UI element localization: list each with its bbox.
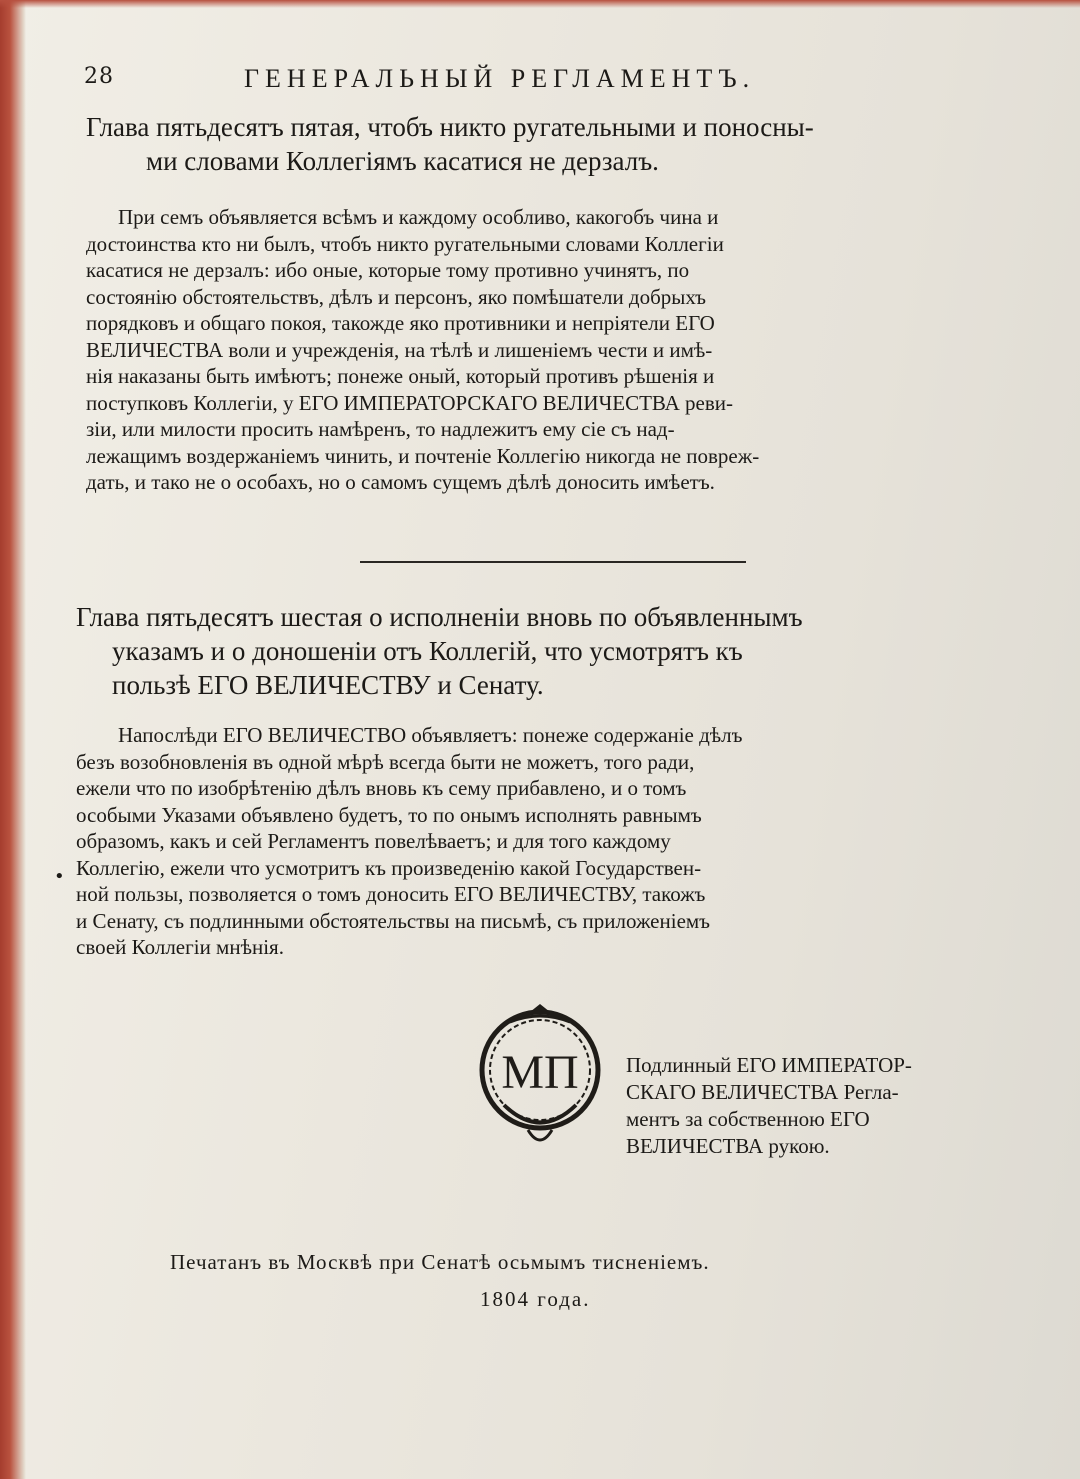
body-line: и Сенату, съ подлинными обстоятельствы на письмѣ, съ приложенiемъ: [76, 908, 711, 933]
running-header: [84, 64, 864, 98]
imprint-line: Печатанъ въ Москвѣ при Сенатѣ осьмымъ тисненiемъ.: [170, 1250, 710, 1274]
heading-line: указамъ и о доношенiи отъ Коллегiй, что усмотрятъ къ: [112, 636, 743, 666]
caption-line: СКАГО ВЕЛИЧЕСТВА Регла-: [626, 1080, 899, 1104]
chapter-56-body: [76, 722, 743, 961]
heading-line: Глава пятьдесятъ пятая, чтобъ никто ругательными и поносны-: [86, 112, 814, 142]
caption-line: ВЕЛИЧЕСТВА рукою.: [626, 1134, 830, 1158]
body-line: порядковъ и общаго покоя, такожде яко противники и непрiятели ЕГО: [86, 311, 715, 335]
body-line: состоянiю обстоятельствъ, дѣлъ и персонъ, яко помѣшатели добрыхъ: [86, 284, 706, 309]
section-divider: [360, 561, 746, 563]
body-line: поступковъ Коллегiи, у ЕГО ИМПЕРАТОРСКАГО ВЕЛИЧЕСТВА реви-: [86, 390, 733, 415]
caption-line: ментъ за собственною ЕГО: [626, 1107, 870, 1131]
page-edge-top: [0, 0, 1080, 8]
heading-line: Глава пятьдесятъ шестая о исполненiи вновь по объявленнымъ: [76, 602, 803, 632]
body-line: образомъ, какъ и сей Регламентъ повелѣваетъ; и для того каждому: [76, 829, 671, 853]
body-line: лежащимъ воздержанiемъ чинить, и почтенiе Коллегiю никогда не повреж-: [86, 443, 760, 468]
page-number: 28: [84, 64, 114, 89]
margin-mark: •: [54, 866, 65, 887]
body-line: своей Коллегiи мнѣнiя.: [76, 935, 284, 959]
chapter-55-body: [86, 204, 759, 496]
caption-line: Подлинный ЕГО ИМПЕРАТОР-: [626, 1053, 912, 1077]
page-edge-left: [0, 0, 26, 1479]
body-line: безъ возобновленiя въ одной мѣрѣ всегда быти не можетъ, того ради,: [76, 749, 695, 774]
body-line: зiи, или милости просить намѣренъ, то надлежитъ ему сiе съ над-: [86, 417, 675, 441]
seal-monogram: МП: [501, 1046, 579, 1099]
chapter-56-heading: [76, 600, 803, 702]
body-line: ной пользы, позволяется о томъ доносить ЕГО ВЕЛИЧЕСТВУ, такожъ: [76, 882, 706, 906]
body-line: ежели что по изобрѣтенiю дѣлъ вновь къ сему прибавлено, и о томъ: [76, 776, 687, 800]
monogram-seal-icon: [470, 990, 610, 1160]
heading-line: пользѣ ЕГО ВЕЛИЧЕСТВУ и Сенату.: [112, 670, 544, 700]
body-line: дать, и тако не о особахъ, но о самомъ сущемъ дѣлѣ доносить имѣетъ.: [86, 470, 715, 494]
body-line: достоинства кто ни былъ, чтобъ никто ругательными словами Коллегiи: [86, 231, 724, 256]
body-line: Коллегiю, ежели что усмотритъ къ произведенiю какой Государствен-: [76, 855, 702, 880]
body-line: особыми Указами объявлено будетъ, то по онымъ исполнять равнымъ: [76, 802, 702, 827]
imprint-year: 1804 года.: [480, 1287, 591, 1311]
chapter-55-heading: [86, 110, 814, 178]
seal-caption: [626, 1052, 912, 1160]
body-line: При семъ объявляется всѣмъ и каждому особливо, какогобъ чина и: [118, 205, 719, 229]
running-title: ГЕНЕРАЛЬНЫЙ РЕГЛАМЕНТЪ.: [244, 64, 756, 93]
body-line: Напослѣди ЕГО ВЕЛИЧЕСТВО объявляетъ: понеже содержанiе дѣлъ: [118, 723, 743, 747]
body-line: нiя наказаны быть имѣютъ; понеже оный, который противъ рѣшенiя и: [86, 364, 715, 388]
body-line: ВЕЛИЧЕСТВА воли и учрежденiя, на тѣлѣ и лишенiемъ чести и имѣ-: [86, 337, 713, 362]
heading-line: ми словами Коллегiямъ касатися не дерзалъ.: [146, 146, 659, 176]
body-line: касатися не дерзалъ: ибо оные, которые тому противно учинятъ, по: [86, 258, 690, 282]
